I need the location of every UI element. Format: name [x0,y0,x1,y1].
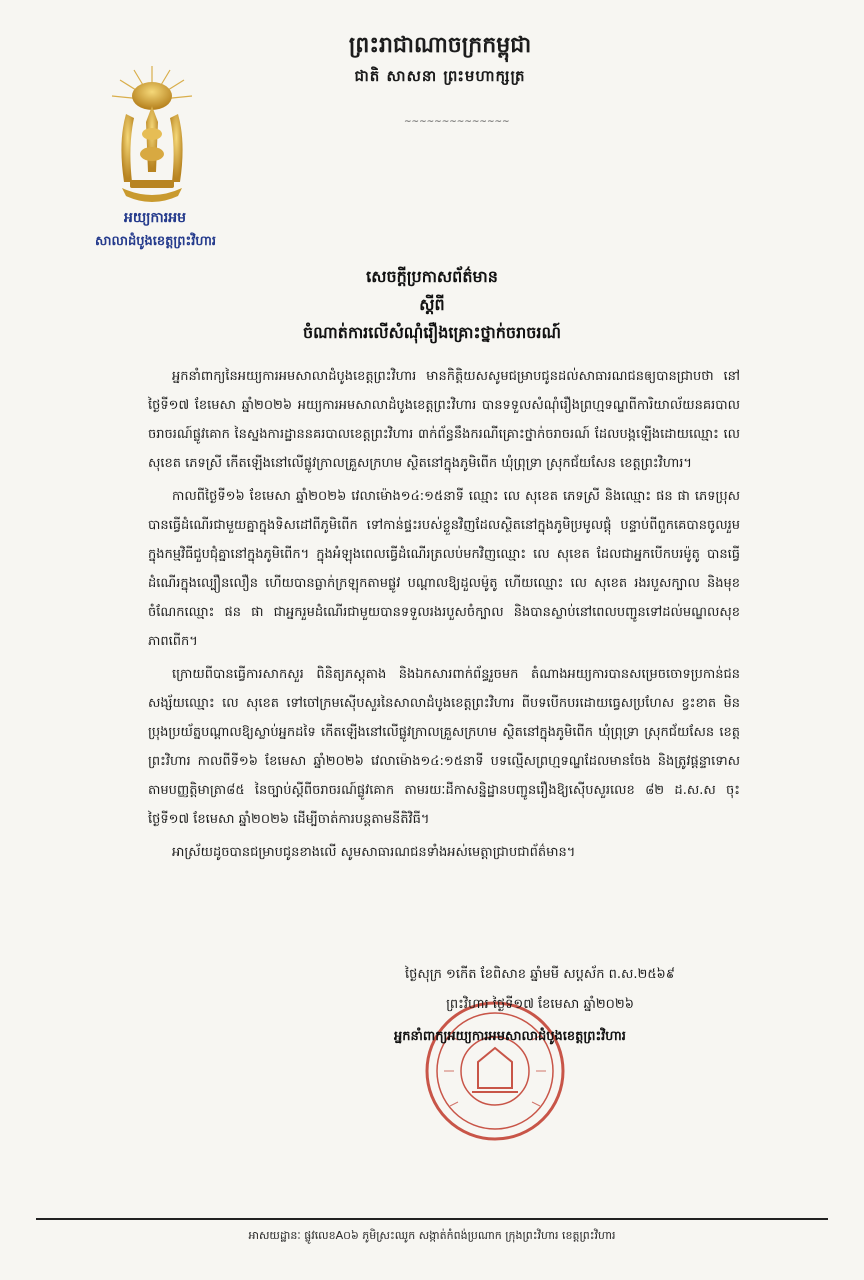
signatory-title: អ្នកនាំពាក្យអយ្យការអមសាលាដំបូងខេត្តព្រះវិហារ [394,1029,626,1044]
body-paragraph: កាលពីថ្ងៃទី១៦ ខែមេសា ឆ្នាំ២០២៦ វេលាម៉ោង១៤:១៥នាទី ឈ្មោះ លេ សុខេត ភេទស្រី និងឈ្មោះ ផន ផា ភេទប្រុស បានធ្វើដំណើរជាមួយគ្នាក្នុងទិសដៅពីភូមិពើក ទៅកាន់ផ្ទះរបស់ខ្លួនវិញដែលស្ថិតនៅក្នុងភូមិប្រមូលផ្តុំ បន្ទាប់ពីពួកគេបានចូលរួមក្នុងកម្មវិធីជួបជុំគ្នានៅក្នុងភូមិពើក។ ក្នុងអំឡុងពេលធ្វើដំណើរត្រលប់មកវិញឈ្មោះ លេ សុខេត ដែលជាអ្នកបើកបរម៉ូតូ បានធ្វើដំណើរក្នុងល្បឿនលឿន ហើយបានធ្លាក់ក្រឡុកតាមផ្លូវ បណ្តាលឱ្យដួលម៉ូតូ ហើយឈ្មោះ លេ សុខេត រងរបួសក្បាល និងមុខ ចំណែកឈ្មោះ ផន ផា ជាអ្នករួមដំណើរជាមួយបានទទួលរងរបួសចំក្បាល និងបានស្លាប់នៅពេលបញ្ជូនទៅដល់មណ្ឌលសុខភាពពើក។ [148,489,740,649]
body-paragraph: ក្រោយពីបានធ្វើការសាកសួរ ពិនិត្យភស្តុតាង និងឯកសារពាក់ព័ន្ធរួចមក តំណាងអយ្យការបានសម្រេចចោទប្រកាន់ជនសង្ស័យឈ្មោះ លេ សុខេត ទៅចៅក្រមស៊ើបសួរនៃសាលាដំបូងខេត្តព្រះវិហារ ពីបទបើកបរដោយធ្វេសប្រហែស ខ្វះខាត មិនប្រុងប្រយ័ត្នបណ្តាលឱ្យស្លាប់អ្នកដទៃ កើតឡើងនៅលើផ្លូវក្រាលគ្រួសក្រហម ស្ថិតនៅក្នុងភូមិពើក ឃុំព្រុទ្រា ស្រុកជ័យសែន ខេត្តព្រះវិហារ កាលពីទី១៦ ខែមេសា ឆ្នាំ២០២៦ វេលាម៉ោង១៤:១៥នាទី បទល្មើសព្រហ្មទណ្ឌដែលមានចែង និងត្រូវផ្តន្ទាទោសតាមបញ្ញត្តិមាត្រា៨៥ នៃច្បាប់ស្តីពីចរាចរណ៍ផ្លូវគោក តាមរយៈដីកាសន្និដ្ឋានបញ្ជូនរឿងឱ្យស៊ើបសួរលេខ ៨២ ដ.ស.ស ចុះថ្ងៃទី១៧ ខែមេសា ឆ្នាំ២០២៦ ដើម្បីចាត់ការបន្តតាមនីតិវិធី។ [148,667,740,827]
office-court: សាលាដំបូងខេត្តព្រះវិហារ [95,234,216,249]
office-name: អយ្យការអម [124,210,186,226]
footer-address: អាសយដ្ឋានៈ ផ្លូវលេខA០៦ ភូមិស្រះឈូក សង្កាត់កំពង់ប្រណាក ក្រុងព្រះវិហារ ខេត្តព្រះវិហារ [248,1229,616,1242]
document-subject-label: ស្តីពី [419,295,445,314]
lunar-date: ថ្ងៃសុក្រ ១កើត ខែពិសាខ ឆ្នាំមមី សប្តស័ក ព.ស.២៥៦៩ [405,967,675,982]
official-seal-icon [420,996,570,1146]
body-paragraph: អ្នកនាំពាក្យនៃអយ្យការអមសាលាដំបូងខេត្តព្រះវិហារ មានកិត្តិយសសូមជម្រាបជូនដល់សាធារណជនឲ្យបានជ្រាបថា នៅថ្ងៃទី១៧ ខែមេសា ឆ្នាំ២០២៦ អយ្យការអមសាលាដំបូងខេត្តព្រះវិហារ បានទទួលសំណុំរឿងព្រហ្មទណ្ឌពីការិយាល័យនគរបាលចរាចរណ៍ផ្លូវគោក នៃស្នងការដ្ឋាននគរបាលខេត្តព្រះវិហារ ៣ក់ព័ន្ធនឹងករណីគ្រោះថ្នាក់ចរាចរណ៍ ដែលបង្កឡើងដោយឈ្មោះ លេ សុខេត ភេទស្រី កើតឡើងនៅលើផ្លូវក្រាលគ្រួសក្រហម ស្ថិតនៅក្នុងភូមិពើក ឃុំព្រុទ្រា ស្រុកជ័យសែន ខេត្តព្រះវិហារ។ [148,369,740,471]
document-subject: ចំណាត់ការលើសំណុំរឿងគ្រោះថ្នាក់ចរាចរណ៍ [303,323,561,342]
ornament-divider: ~~~~~~~~~~~~~~ [404,117,510,127]
solar-date: ព្រះវិហារ ថ្ងៃទី១៧ ខែមេសា ឆ្នាំ២០២៦ [446,997,634,1012]
royal-emblem-icon [104,62,200,210]
document-title: សេចក្តីប្រកាសព័ត៌មាន [366,267,498,286]
national-motto: ជាតិ សាសនា ព្រះមហាក្សត្រ [354,67,526,85]
document-body [148,362,740,871]
footer-divider [36,1218,828,1220]
body-paragraph: អាស្រ័យដូចបានជម្រាបជូនខាងលើ សូមសាធារណជនទាំងអស់មេត្តាជ្រាបជាព័ត៌មាន។ [172,845,576,860]
kingdom-heading: ព្រះរាជាណាចក្រកម្ពុជា [348,32,532,58]
